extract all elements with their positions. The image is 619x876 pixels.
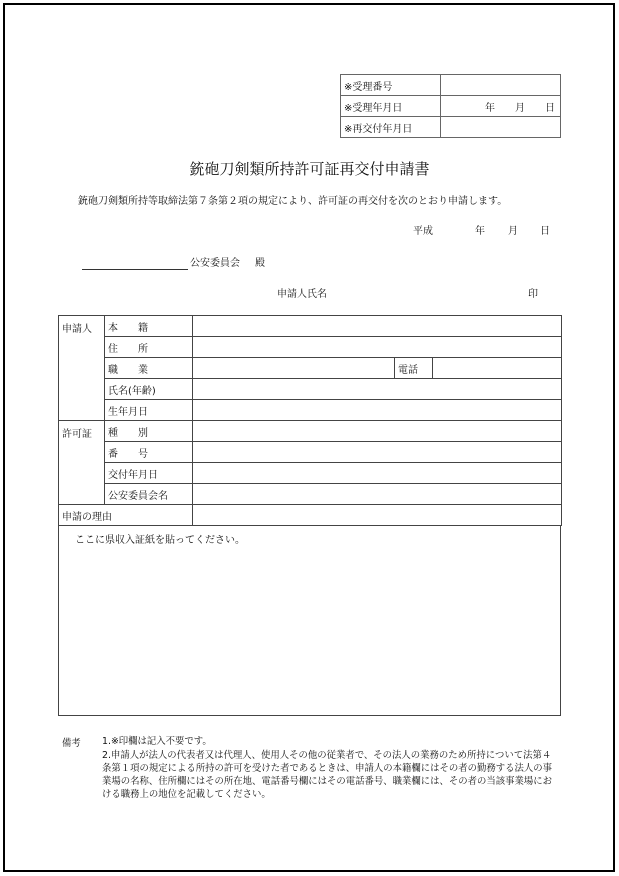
issue-date-field[interactable]	[193, 463, 562, 484]
name-age-field[interactable]	[193, 379, 562, 400]
occupation-char-2: 業	[138, 364, 148, 376]
date-year: 年	[475, 226, 485, 237]
reason-field[interactable]	[193, 505, 562, 526]
birth-date-field[interactable]	[193, 400, 562, 421]
phone-field[interactable]	[433, 358, 562, 379]
address-char-2: 所	[138, 343, 148, 355]
occupation-label	[105, 358, 193, 379]
notes-label: 備考	[62, 738, 81, 749]
phone-label: 電話	[395, 358, 433, 379]
domicile-char-1: 本	[108, 322, 118, 334]
applicant-name-label: 申請人氏名	[277, 289, 327, 300]
committee-label: 公安委員会	[190, 258, 240, 269]
stamp-instruction: ここに県収入証紙を貼ってください。	[75, 535, 245, 546]
occupation-char-1: 職	[108, 364, 118, 376]
permit-group-label: 許可証	[59, 421, 105, 505]
permit-number-label	[105, 442, 193, 463]
application-table	[58, 315, 562, 526]
domicile-label	[105, 316, 193, 337]
receipt-day-label: 日	[545, 102, 555, 114]
permit-number-char-1: 番	[108, 448, 118, 460]
occupation-field[interactable]	[193, 358, 395, 379]
domicile-field[interactable]	[193, 316, 562, 337]
seal-mark: 印	[528, 289, 538, 300]
receipt-number-label: ※受理番号	[341, 75, 441, 96]
applicant-group-label: 申請人	[59, 316, 105, 421]
note-line: 1.※印欄は記入不要です。	[102, 736, 212, 747]
receipt-year-label: 年	[485, 102, 495, 114]
permit-number-field[interactable]	[193, 442, 562, 463]
address-char-1: 住	[108, 343, 118, 355]
receipt-number-field[interactable]	[441, 75, 561, 96]
date-month: 月	[508, 226, 518, 237]
note-line: 条第１項の規定による所持の許可を受けた者であるときは、申請人の本籍欄にはその者の勤務する法人の事	[102, 763, 553, 774]
receipt-box	[340, 74, 561, 138]
domicile-char-2: 籍	[138, 322, 148, 334]
permit-number-char-2: 号	[138, 448, 148, 460]
reason-label: 申請の理由	[59, 505, 193, 526]
reissue-date-field[interactable]	[441, 117, 561, 138]
permit-type-field[interactable]	[193, 421, 562, 442]
note-line: ける職務上の地位を記載してください。	[102, 789, 271, 800]
date-era: 平成	[413, 226, 433, 237]
permit-type-char-2: 別	[138, 427, 148, 439]
revenue-stamp-area	[58, 525, 561, 716]
date-day: 日	[540, 226, 550, 237]
address-field[interactable]	[193, 337, 562, 358]
form-title: 銃砲刀剣類所持許可証再交付申請書	[189, 160, 430, 178]
intro-text: 銃砲刀剣類所持等取締法第７条第２項の規定により、許可証の再交付を次のとおり申請します。	[78, 196, 508, 207]
receipt-date-field[interactable]	[441, 96, 561, 117]
address-label	[105, 337, 193, 358]
committee-name-line[interactable]	[82, 269, 188, 270]
reissue-date-label: ※再交付年月日	[341, 117, 441, 138]
permit-type-label	[105, 421, 193, 442]
honorific: 殿	[255, 258, 265, 269]
name-age-label: 氏名(年齢)	[105, 379, 193, 400]
commission-name-label: 公安委員会名	[105, 484, 193, 505]
permit-type-char-1: 種	[108, 427, 118, 439]
note-line: 業場の名称、住所欄にはその所在地、電話番号欄にはその電話番号、職業欄には、その者の当該事業場にお	[102, 776, 553, 787]
birth-date-label: 生年月日	[105, 400, 193, 421]
note-line: 2.申請人が法人の代表者又は代理人、使用人その他の従業者で、その法人の業務のため所持について法第４	[102, 750, 552, 761]
receipt-date-label: ※受理年月日	[341, 96, 441, 117]
commission-name-field[interactable]	[193, 484, 562, 505]
issue-date-label: 交付年月日	[105, 463, 193, 484]
receipt-month-label: 月	[515, 102, 525, 114]
